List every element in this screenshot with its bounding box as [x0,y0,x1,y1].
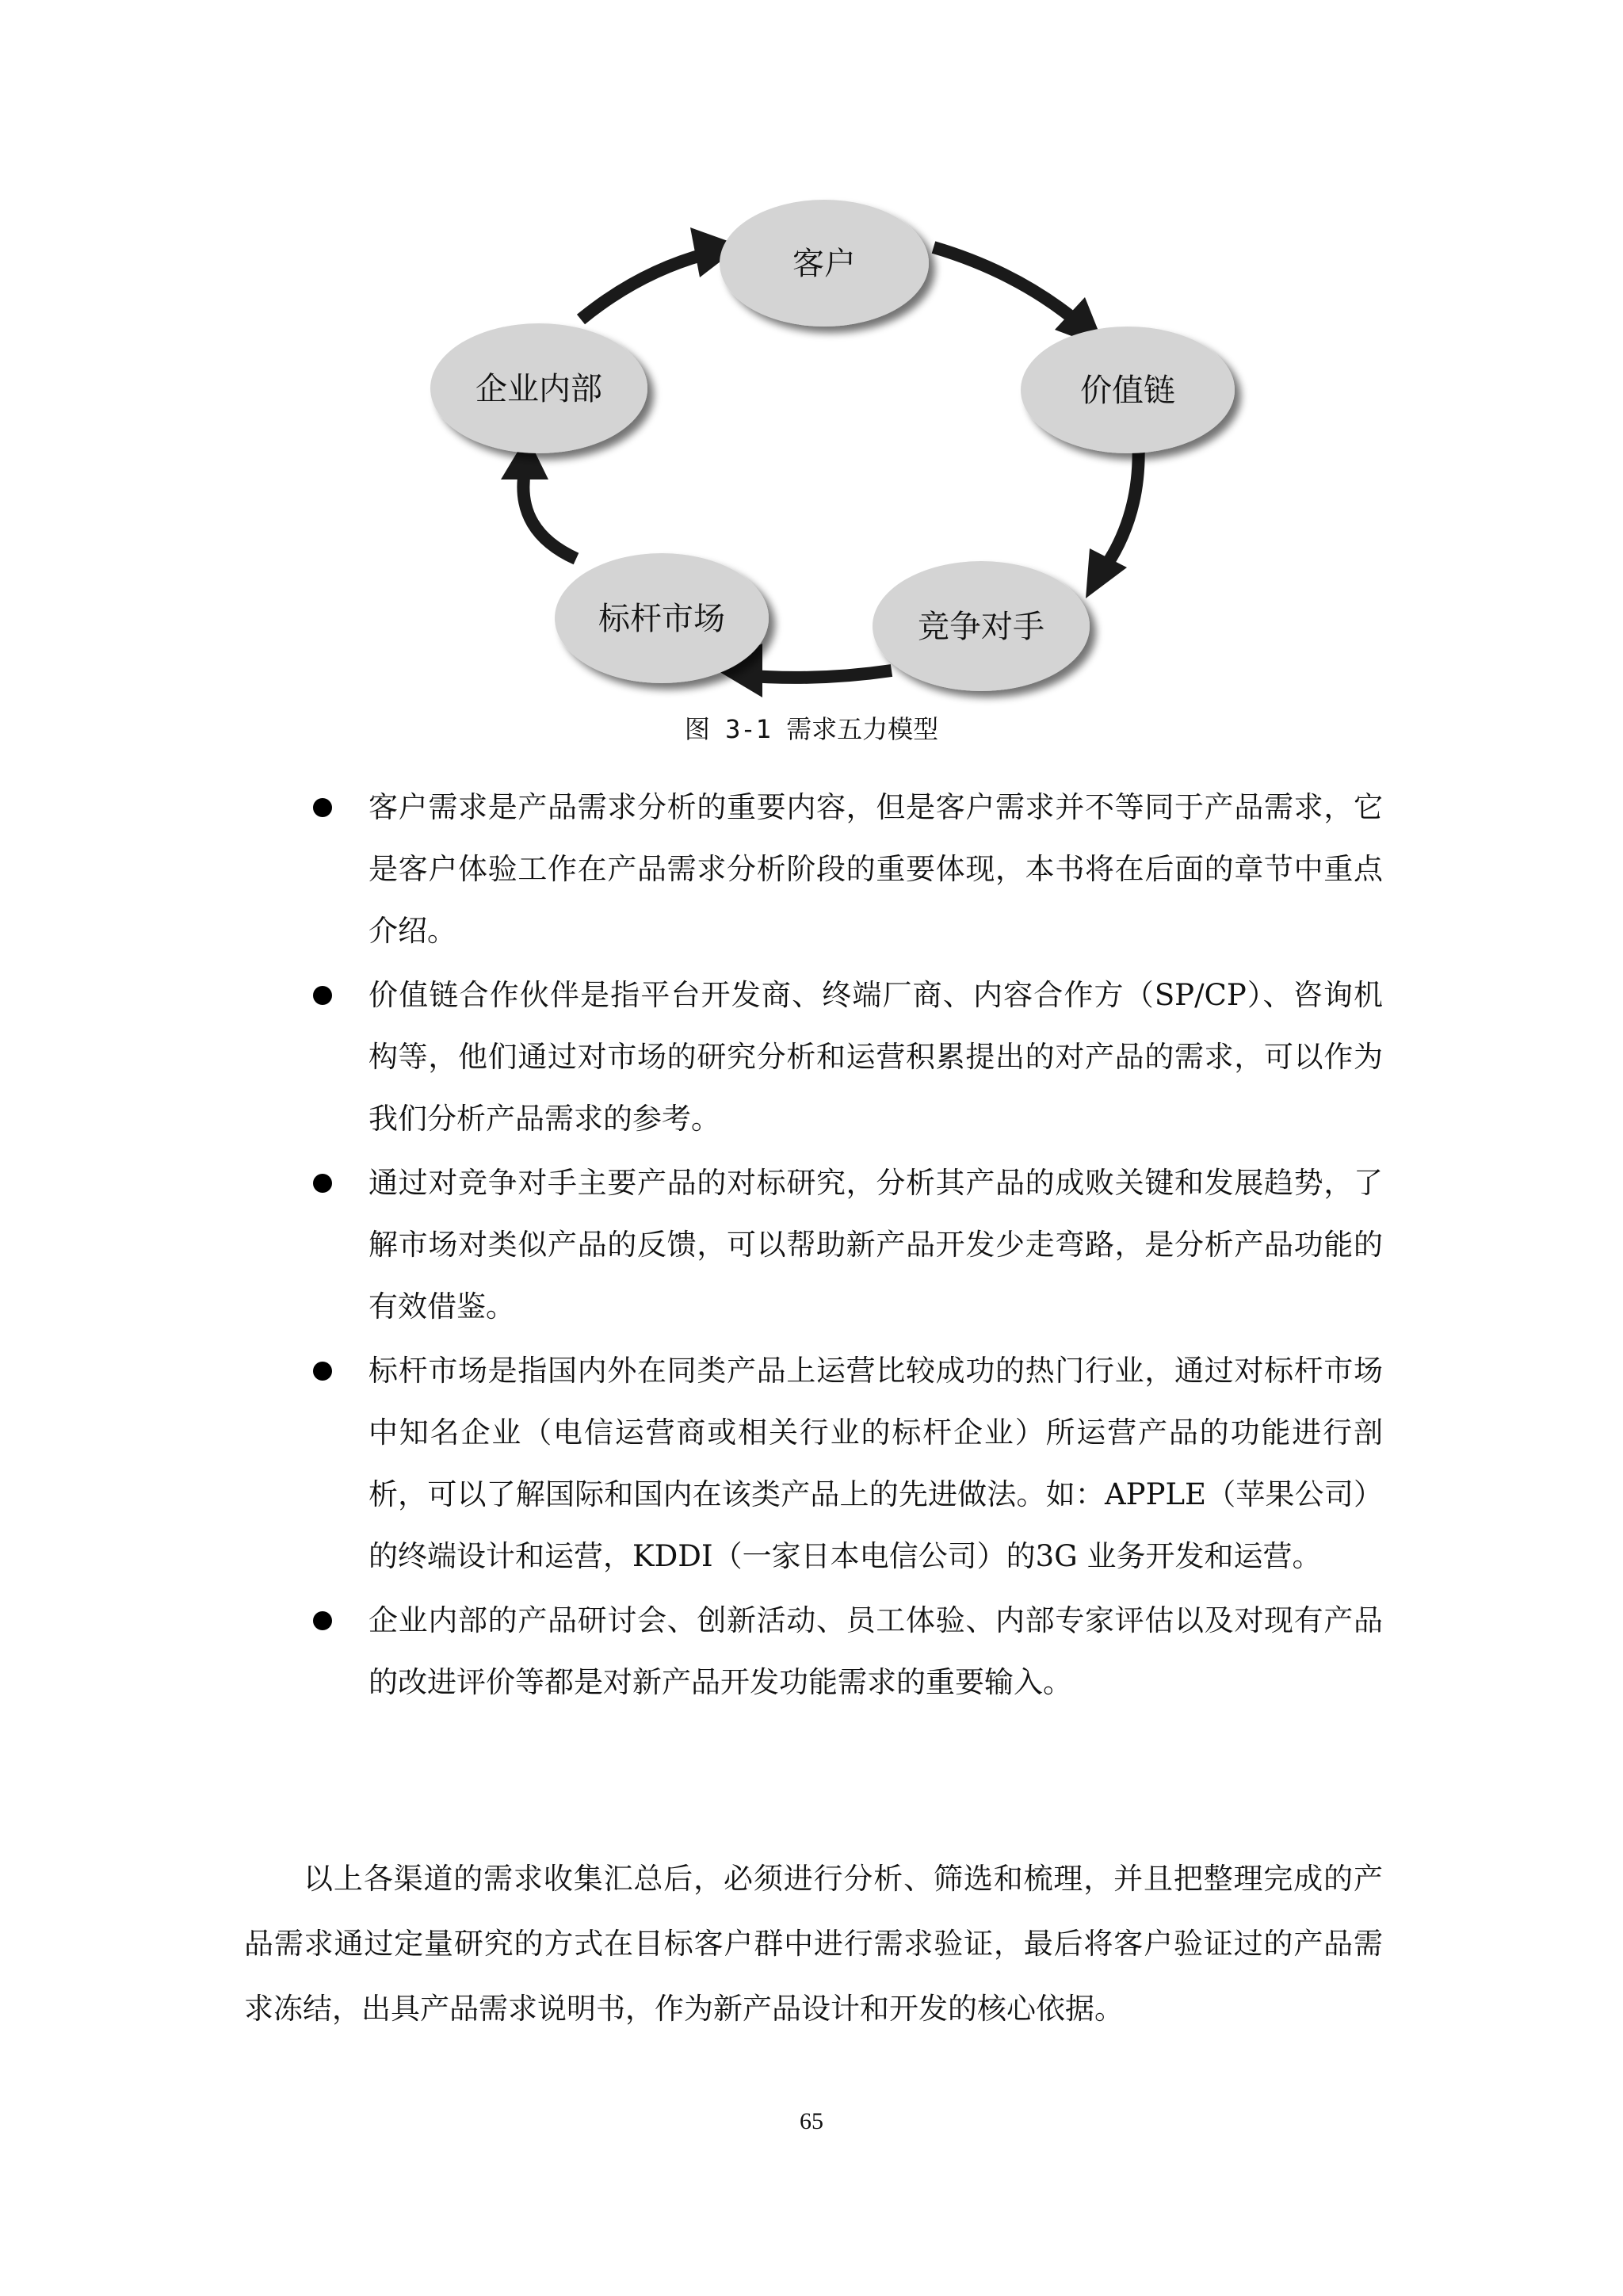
bullet-text: 价值链合作伙伴是指平台开发商、终端厂商、内容合作方（SP/CP）、咨询机构等，他们通过对市场的研究分析和运营积累提出的对产品的需求，可以作为我们分析产品需求的参考。 [369,978,1383,1136]
node-value-chain-label: 价值链 [1080,372,1175,409]
bullet-text: 通过对竞争对手主要产品的对标研究，分析其产品的成败关键和发展趋势，了解市场对类似产品的反馈，可以帮助新产品开发少走弯路，是分析产品功能的有效借鉴。 [369,1166,1383,1324]
bullet-text: 企业内部的产品研讨会、创新活动、员工体验、内部专家评估以及对现有产品的改进评价等都是对新产品开发功能需求的重要输入。 [369,1603,1383,1699]
bullet-dot-icon [313,1174,332,1193]
bullet-item-competitor [313,1152,1383,1338]
figure-caption: 图 3-1 需求五力模型 [684,714,939,744]
bullet-text: 客户需求是产品需求分析的重要内容，但是客户需求并不等同于产品需求，它是客户体验工作在产品需求分析阶段的重要体现，本书将在后面的章节中重点介绍。 [369,790,1383,948]
bullet-item-internal [313,1590,1383,1713]
bullet-item-value-chain [313,965,1383,1150]
node-competitor-label: 竞争对手 [918,609,1044,645]
node-customer-label: 客户 [792,246,856,282]
bullet-list [313,777,1383,1716]
node-internal [430,323,647,453]
diagram-svg [0,0,1623,761]
node-customer [720,200,929,327]
bullet-dot-icon [313,986,332,1005]
bullet-item-customer [313,777,1383,962]
arrow-benchmark-to-internal [501,436,576,559]
page-number: 65 [800,2108,823,2134]
bullet-dot-icon [313,1362,332,1381]
node-benchmark-label: 标杆市场 [598,601,725,637]
bullet-item-benchmark [313,1340,1383,1587]
summary-paragraph: 以上各渠道的需求收集汇总后，必须进行分析、筛选和梳理，并且把整理完成的产品需求通过定量研究的方式在目标客户群中进行需求验证，最后将客户验证过的产品需求冻结，出具产品需求说明书，作为新产品设计和开发的核心依据。 [244,1862,1383,2026]
node-benchmark [555,553,769,683]
arrow-internal-to-customer [581,227,741,319]
arrow-value-chain-to-competitor [1086,428,1139,598]
node-competitor [873,561,1090,691]
bullet-dot-icon [313,798,332,817]
bullet-dot-icon [313,1611,332,1630]
node-value-chain [1021,327,1235,453]
node-internal-label: 企业内部 [475,371,602,407]
demand-five-forces-diagram [0,0,1623,761]
bullet-text: 标杆市场是指国内外在同类产品上运营比较成功的热门行业，通过对标杆市场中知名企业（电信运营商或相关行业的标杆企业）所运营产品的功能进行剖析，可以了解国际和国内在该类产品上的先进做法。如：APPLE（苹果公司）的终端设计和运营，KDDI（一家日本电信公司）的3G 业务开发和运营。 [369,1354,1383,1573]
